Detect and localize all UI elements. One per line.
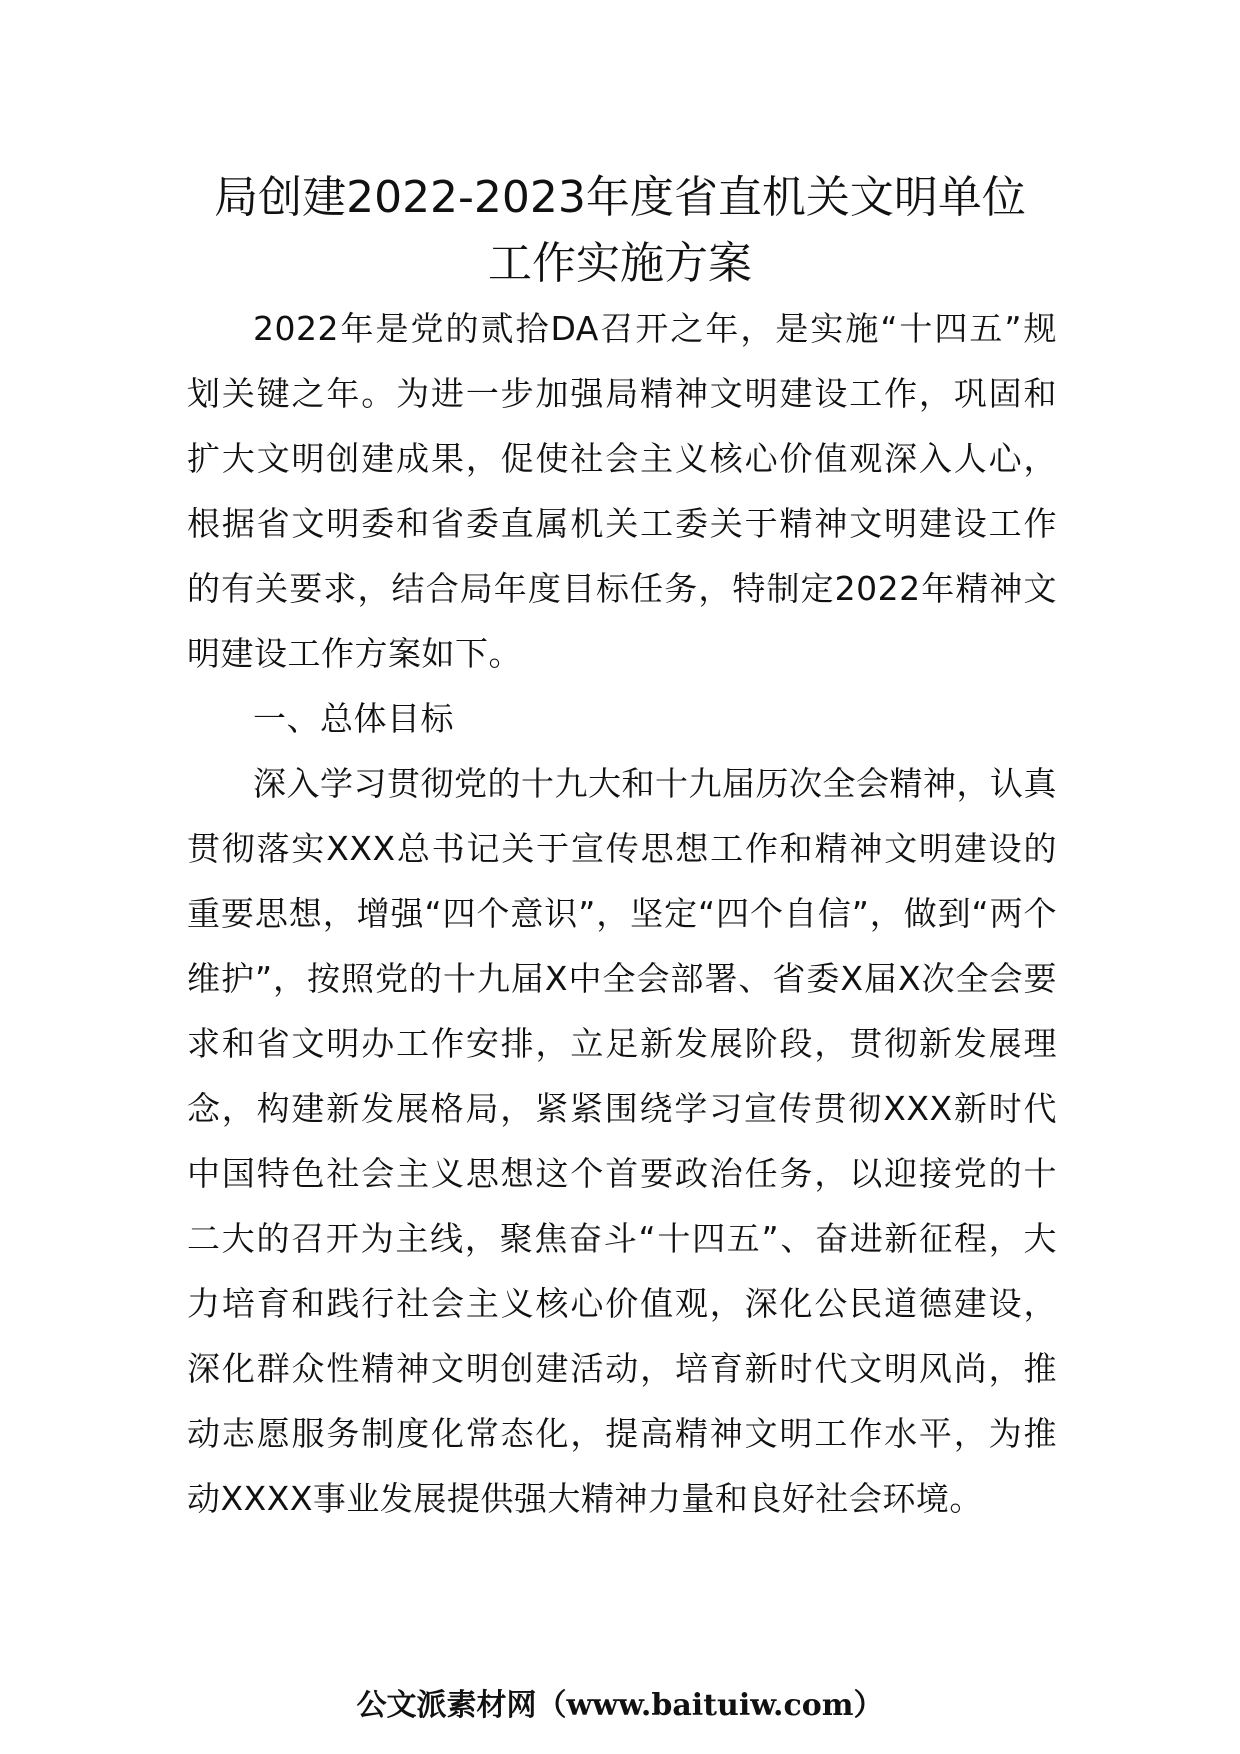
footer-watermark: 公文派素材网（www.baituiw.com） [356, 1688, 884, 1723]
document-title-line-2: 工作实施方案 [488, 238, 752, 289]
document-body [187, 296, 1057, 1531]
paragraph-overall-goal: 深入学习贯彻党的十九大和十九届历次全会精神，认真贯彻落实XXX总书记关于宣传思想工作和精神文明建设的重要思想，增强“四个意识”，坚定“四个自信”，做到“两个维护”，按照党的十九届X中全会部署、省委X届X次全会要求和省文明办工作安排，立足新发展阶段，贯彻新发展理念，构建新发展格局，紧紧围绕学习宣传贯彻XXX新时代中国特色社会主义思想这个首要政治任务，以迎接党的十二大的召开为主线，聚焦奋斗“十四五”、奋进新征程，大力培育和践行社会主义核心价值观，深化公民道德建设，深化群众性精神文明创建活动，培育新时代文明风尚，推动志愿服务制度化常态化，提高精神文明工作水平，为推动XXXX事业发展提供强大精神力量和良好社会环境。 [187, 764, 1057, 1518]
document-title-line-1: 局创建2022-2023年度省直机关文明单位 [214, 172, 1026, 223]
paragraph-intro: 2022年是党的贰拾DA召开之年，是实施“十四五”规划关键之年。为进一步加强局精神文明建设工作，巩固和扩大文明创建成果，促使社会主义核心价值观深入人心，根据省文明委和省委直属机关工委关于精神文明建设工作的有关要求，结合局年度目标任务，特制定2022年精神文明建设工作方案如下。 [187, 309, 1057, 673]
section-heading-overall-goal: 一、总体目标 [253, 699, 454, 738]
